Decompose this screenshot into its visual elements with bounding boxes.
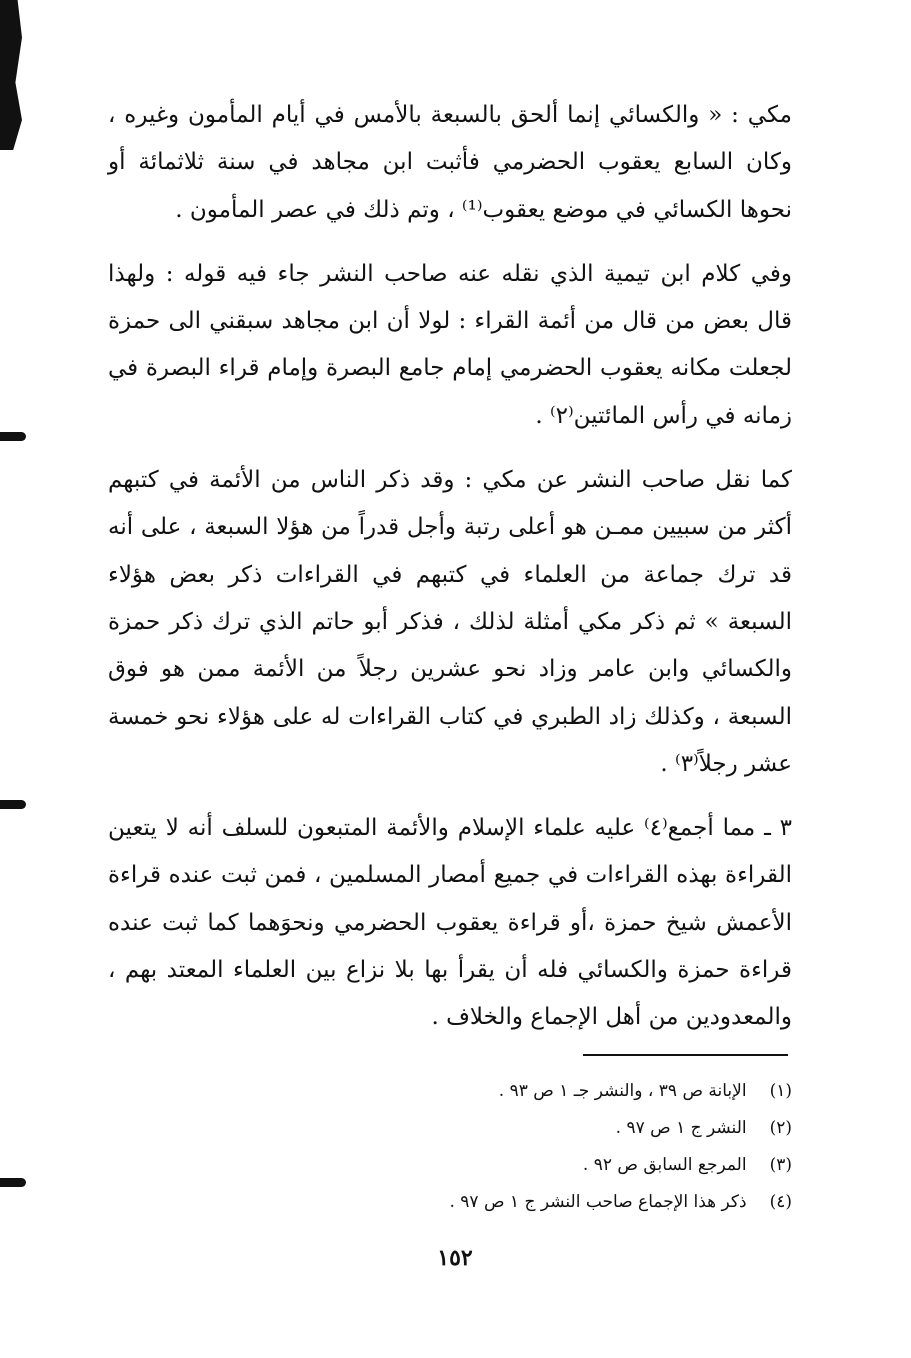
paragraph: ٣ ـ مما أجمع⁽٤⁾ عليه علماء الإسلام والأئمة المتبعون للسلف أنه لا يتعين القراءة بهذه القراءات في جميع أمصار المسلمين ، فمن ثبت عنده قراءة الأعمش شيخ حمزة ،أو قراءة يعقوب الحضرمي ونحوَهما كما ثبت عنده قراءة حمزة والكسائي فله أن يقرأ بها بلا نزاع بين العلماء المعتد بهم ، والمعدودين من أهل الإجماع والخلاف . — [108, 815, 792, 1031]
footnotes — [300, 1073, 792, 1221]
footnote-number: (٣) — [769, 1155, 792, 1175]
paragraph: وفي كلام ابن تيمية الذي نقله عنه صاحب النشر جاء فيه قوله : ولهذا قال بعض من قال من أئمة القراء : لولا أن ابن مجاهد سبقني الى حمزة لجعلت مكانه يعقوب الحضرمي إمام جامع البصرة وإمام قراء البصرة في زمانه في رأس المائتين⁽٢⁾ . — [108, 260, 792, 429]
footnote-number: (٢) — [769, 1118, 792, 1138]
footnote — [300, 1147, 792, 1184]
footnote-text: ذكر هذا الإجماع صاحب النشر ج ١ ص ٩٧ . — [449, 1192, 747, 1212]
footnote — [300, 1073, 792, 1110]
footnote-number: (٤) — [769, 1192, 792, 1212]
footnote — [300, 1184, 792, 1221]
paragraph: كما نقل صاحب النشر عن مكي : وقد ذكر الناس من الأئمة في كتبهم أكثر من سبيين ممـن هو أعلى رتبة وأجل قدراً من هؤلا السبعة ، على أنه قد ترك جماعة من العلماء في كتبهم في القراءات ذكر بعض هؤلاء السبعة » ثم ذكر مكي أمثلة لذلك ، فذكر أبو حاتم الذي ترك ذكر حمزة والكسائي وابن عامر وزاد نحو عشرين رجلاً من الأئمة ممن هو فوق السبعة ، وكذلك زاد الطبري في كتاب القراءات له على هؤلاء نحو خمسة عشر رجلاً⁽٣⁾ . — [108, 467, 792, 777]
footnote-text: النشر ج ١ ص ٩٧ . — [615, 1118, 747, 1138]
scan-edge-nick — [0, 1178, 26, 1187]
scan-edge-nick — [0, 432, 26, 441]
paragraph: مكي : « والكسائي إنما ألحق بالسبعة بالأمس في أيام المأمون وغيره ، وكان السابع يعقوب الحضرمي فأثبت ابن مجاهد في سنة ثلاثمائة أو نحوها الكسائي في موضع يعقوب⁽¹⁾ ، وتم ذلك في عصر المأمون . — [108, 102, 792, 223]
footnote-text: الإبانة ص ٣٩ ، والنشر جـ ١ ص ٩٣ . — [498, 1081, 747, 1101]
footnote-number: (١) — [769, 1081, 792, 1101]
footnote — [300, 1110, 792, 1147]
scan-edge-nick — [0, 800, 26, 809]
scan-edge-mark — [0, 0, 22, 150]
page-body — [108, 92, 792, 1059]
page-number: ١٥٢ — [437, 1245, 473, 1271]
footnote-text: المرجع السابق ص ٩٢ . — [582, 1155, 747, 1175]
footnote-separator — [583, 1054, 788, 1056]
